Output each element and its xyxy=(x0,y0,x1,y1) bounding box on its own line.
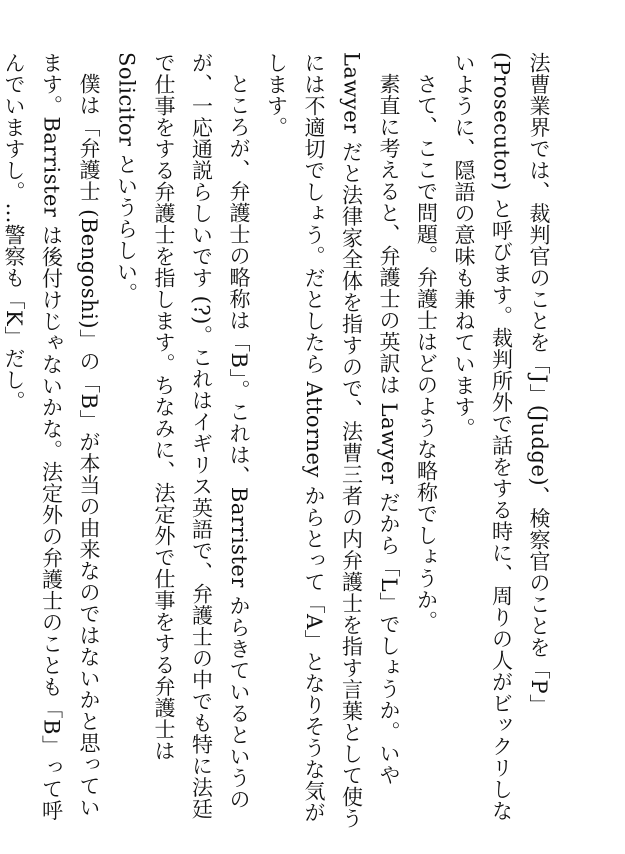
article-body xyxy=(0,52,557,832)
paragraph-4: ところが、弁護士の略称は「B」。これは、Barrister からきているというのが、一応通説らしいです (?)。これはイギリス英語で、弁護士の中でも特に法廷で仕事をする弁護士を指します。ちなみに、法定外で仕事をする弁護士は Solicitor というらしい。 xyxy=(114,52,251,820)
paragraph-5: 僕は「弁護士 (Bengoshi)」の「B」が本当の由来なのではないかと思っています。Barrister は後付けじゃないかな。法定外の弁護士のことも「B」って呼んでいますし。…警察も「K」だし。 xyxy=(2,52,101,822)
paragraph-1: 法曹業界では、裁判官のことを「J」(Judge)、検察官のことを「P」(Prosecutor) と呼びます。裁判所外で話をする時に、周りの人がビックリしないように、隠語の意味も兼ねています。 xyxy=(452,52,551,822)
paragraph-3: 素直に考えると、弁護士の英訳は Lawyer だから「L」でしょうか。いや Lawyer だと法律家全体を指すので、法曹三者の内弁護士を指す言葉として使うには不適切でしょう。だとしたら Attorney からとって「A」となりそうな気がします。 xyxy=(264,52,401,829)
paragraph-2: さて、ここで問題。弁護士はどのような略称でしょうか。 xyxy=(414,73,439,632)
